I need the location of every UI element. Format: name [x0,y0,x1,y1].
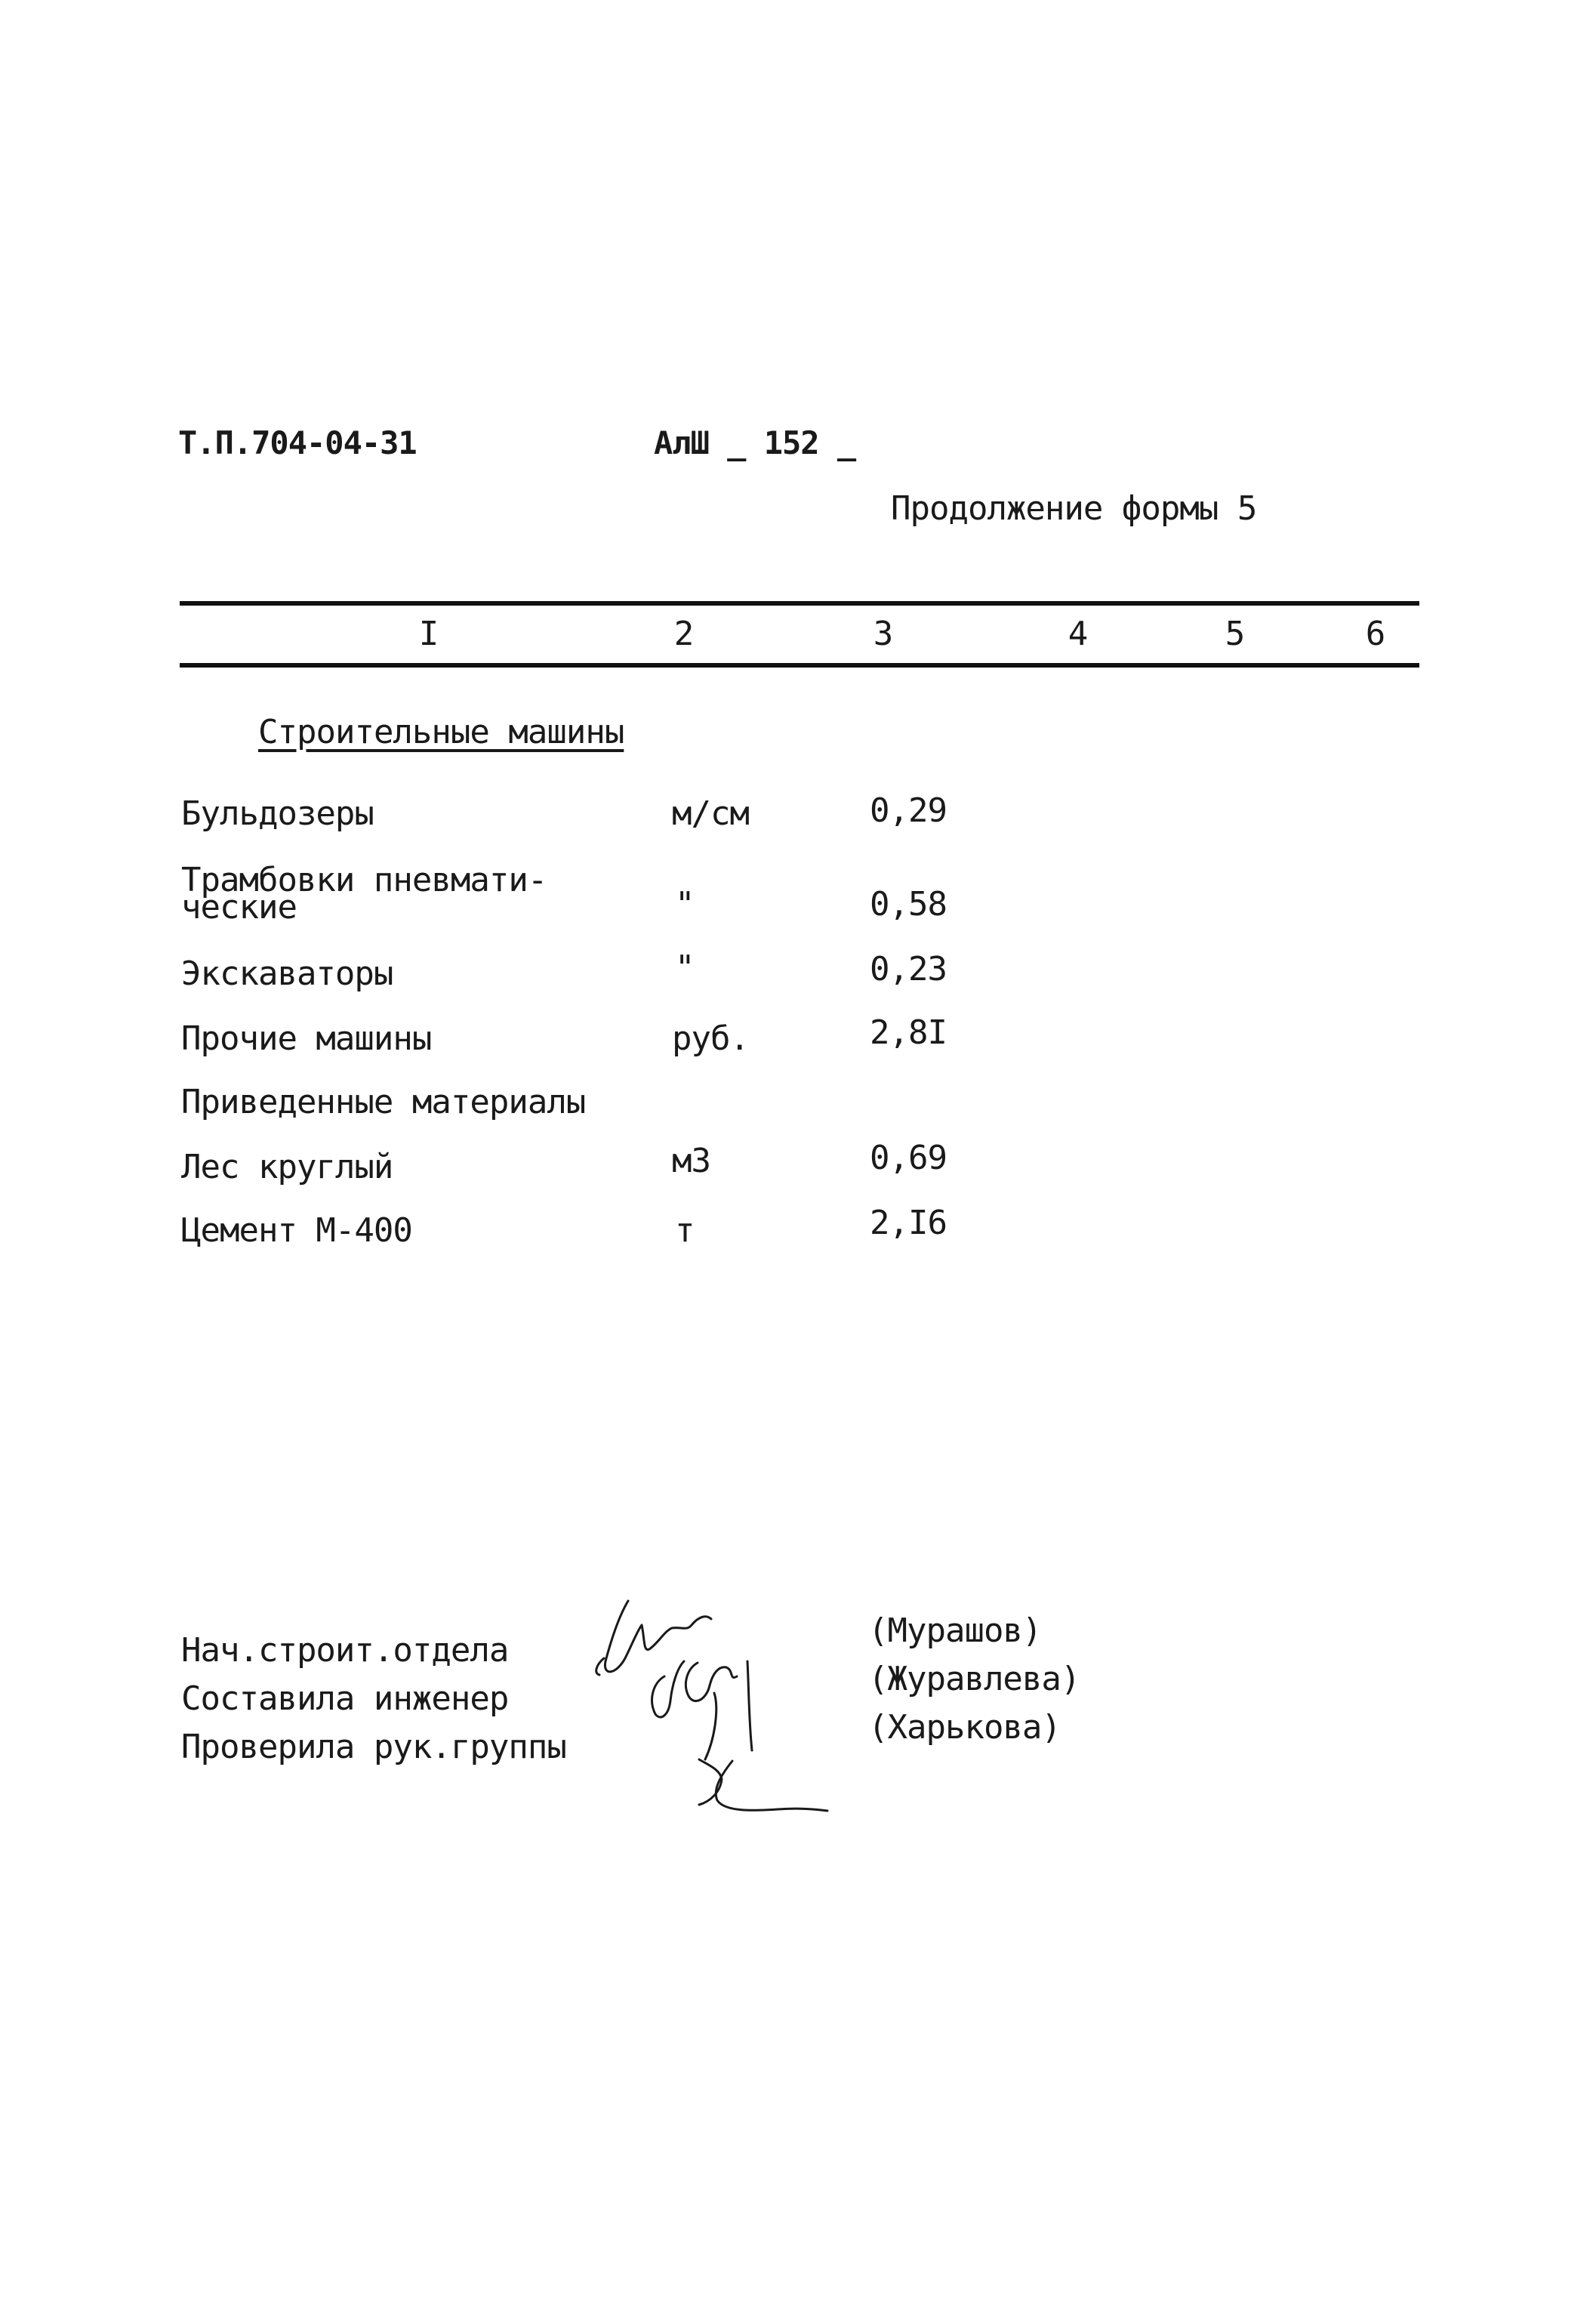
row-name: Приведенные материалы [181,1083,586,1121]
row-value: 0,58 [870,885,947,924]
row-unit: т [675,1211,695,1250]
column-header-1: I [418,615,439,653]
row-value: 2,8I [870,1013,947,1052]
row-unit: м/см [672,794,749,833]
signatory-role: Нач.строит.отдела [181,1631,509,1670]
row-value: 0,23 [870,950,947,988]
signatory-name: (Мурашов) [868,1611,1042,1650]
row-name: Бульдозеры [181,794,374,833]
row-unit: м3 [672,1142,710,1180]
signatory-name: (Харькова) [868,1708,1061,1747]
row-unit: " [675,885,695,924]
row-value: 0,29 [870,791,947,830]
row-name-line2: ческие [181,888,297,927]
column-header-5: 5 [1225,615,1246,653]
row-name: Лес круглый [181,1148,393,1186]
table-header-bottom-rule [180,663,1419,668]
handwritten-signatures [559,1586,876,1812]
signatory-role: Проверила рук.группы [181,1728,566,1766]
form-continuation-label: Продолжение формы 5 [891,489,1257,528]
column-header-2: 2 [673,615,695,653]
signatory-role: Составила инженер [181,1679,509,1718]
document-code: Т.П.704-04-31 [178,424,417,461]
row-name: Цемент М-400 [181,1211,412,1250]
row-unit: " [675,948,695,987]
table-top-rule [180,601,1419,606]
row-value: 2,I6 [870,1204,947,1242]
column-header-6: 6 [1365,615,1386,653]
column-header-3: 3 [873,615,894,653]
row-unit: руб. [672,1019,749,1058]
row-name: Прочие машины [181,1019,432,1058]
row-name-line1: Трамбовки пневмати- [181,861,547,899]
column-header-4: 4 [1068,615,1089,653]
row-name: Экскаваторы [181,954,393,993]
section-title: Строительные машины [258,713,624,751]
row-value: 0,69 [870,1139,947,1177]
album-number: АлШ _ 152 _ [654,424,856,461]
signatory-name: (Журавлева) [868,1660,1080,1698]
